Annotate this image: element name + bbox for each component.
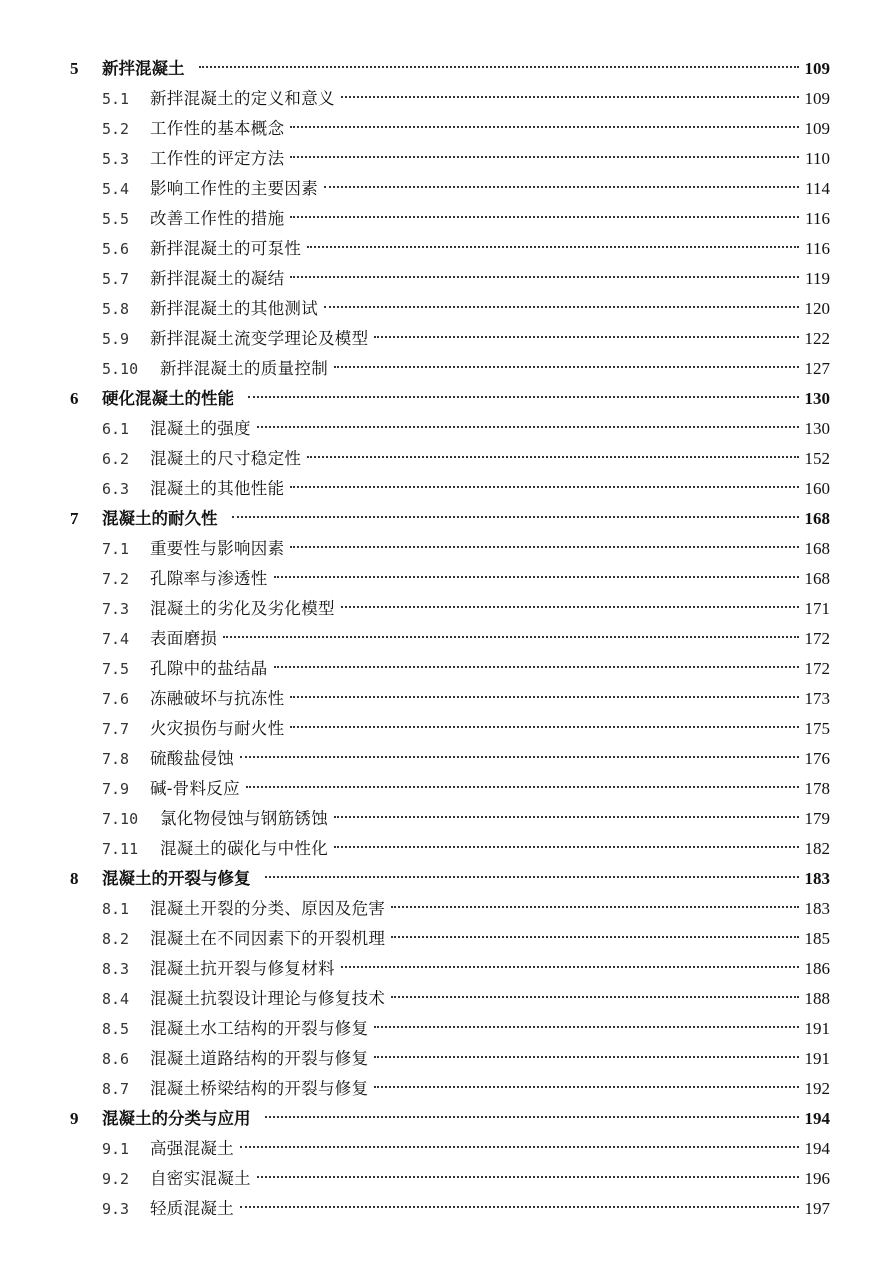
toc-entry-title: 混凝土的强度 [150, 419, 251, 438]
toc-entry-title: 改善工作性的措施 [150, 209, 285, 228]
dot-leader [341, 606, 799, 608]
dot-leader [257, 426, 799, 428]
toc-section-entry[interactable] [70, 954, 830, 984]
toc-entry-number: 5.9 [102, 330, 130, 348]
toc-entry-page-number: 152 [804, 449, 830, 468]
toc-entry-page-number: 196 [804, 1169, 830, 1188]
toc-entry-title: 硬化混凝土的性能 [102, 389, 234, 408]
toc-section-entry[interactable] [70, 444, 830, 474]
table-of-contents [70, 54, 830, 1224]
dot-leader [265, 876, 799, 878]
toc-entry-number: 9.2 [102, 1170, 130, 1188]
toc-section-entry[interactable] [70, 1014, 830, 1044]
toc-entry-title: 混凝土的碳化与中性化 [160, 839, 328, 858]
toc-section-entry[interactable] [70, 1044, 830, 1074]
toc-entry-title: 轻质混凝土 [150, 1199, 234, 1218]
toc-section-entry[interactable] [70, 474, 830, 504]
toc-entry-number: 7.10 [102, 810, 139, 828]
toc-entry-title: 混凝土的开裂与修复 [102, 869, 251, 888]
toc-section-entry[interactable] [70, 624, 830, 654]
toc-entry-title: 工作性的基本概念 [150, 119, 285, 138]
toc-entry-number: 7.9 [102, 780, 130, 798]
toc-entry-page-number: 130 [804, 419, 830, 438]
toc-entry-number: 9.3 [102, 1200, 130, 1218]
toc-entry-page-number: 176 [804, 749, 830, 768]
toc-entry-title: 新拌混凝土 [102, 59, 185, 78]
toc-section-entry[interactable] [70, 1074, 830, 1104]
toc-entry-page-number: 191 [804, 1019, 830, 1038]
dot-leader [307, 246, 799, 248]
toc-section-entry[interactable] [70, 294, 830, 324]
toc-entry-number: 8.4 [102, 990, 130, 1008]
toc-entry-title: 工作性的评定方法 [150, 149, 285, 168]
toc-entry-page-number: 119 [805, 269, 830, 288]
toc-entry-title: 影响工作性的主要因素 [150, 179, 318, 198]
dot-leader [290, 546, 798, 548]
toc-entry-title: 新拌混凝土的可泵性 [150, 239, 302, 258]
dot-leader [374, 336, 798, 338]
toc-entry-title: 混凝土的耐久性 [102, 509, 218, 528]
toc-section-entry[interactable] [70, 1164, 830, 1194]
toc-entry-page-number: 168 [804, 569, 830, 588]
toc-section-entry[interactable] [70, 834, 830, 864]
dot-leader [290, 696, 798, 698]
toc-entry-number: 5.10 [102, 360, 139, 378]
toc-entry-number: 8 [70, 869, 79, 888]
toc-section-entry[interactable] [70, 744, 830, 774]
toc-section-entry[interactable] [70, 534, 830, 564]
toc-entry-number: 5.1 [102, 90, 130, 108]
toc-entry-page-number: 179 [804, 809, 830, 828]
toc-entry-number: 7.4 [102, 630, 130, 648]
toc-entry-number: 6.1 [102, 420, 130, 438]
dot-leader [391, 936, 798, 938]
toc-entry-number: 5.5 [102, 210, 130, 228]
toc-entry-number: 7.1 [102, 540, 130, 558]
toc-entry-page-number: 114 [805, 179, 830, 198]
toc-section-entry[interactable] [70, 714, 830, 744]
toc-entry-number: 6.2 [102, 450, 130, 468]
dot-leader [341, 966, 799, 968]
toc-entry-number: 8.3 [102, 960, 130, 978]
toc-entry-page-number: 194 [804, 1109, 830, 1128]
dot-leader [374, 1056, 798, 1058]
toc-entry-title: 混凝土道路结构的开裂与修复 [150, 1049, 369, 1068]
dot-leader [374, 1026, 798, 1028]
toc-entry-title: 孔隙率与渗透性 [150, 569, 268, 588]
toc-entry-title: 氯化物侵蚀与钢筋锈蚀 [160, 809, 328, 828]
toc-entry-page-number: 127 [804, 359, 830, 378]
toc-entry-page-number: 116 [805, 209, 830, 228]
dot-leader [391, 906, 798, 908]
dot-leader [334, 816, 799, 818]
dot-leader [307, 456, 798, 458]
toc-entry-title: 表面磨损 [150, 629, 218, 648]
toc-section-entry[interactable] [70, 174, 830, 204]
toc-entry-page-number: 109 [804, 59, 830, 78]
toc-section-entry[interactable] [70, 654, 830, 684]
dot-leader [374, 1086, 798, 1088]
toc-chapter-entry[interactable] [70, 54, 830, 84]
toc-entry-number: 7.6 [102, 690, 130, 708]
toc-chapter-entry[interactable] [70, 504, 830, 534]
toc-entry-page-number: 172 [804, 629, 830, 648]
toc-entry-title: 混凝土的尺寸稳定性 [150, 449, 302, 468]
toc-section-entry[interactable] [70, 564, 830, 594]
toc-section-entry[interactable] [70, 1194, 830, 1224]
dot-leader [274, 666, 799, 668]
toc-entry-number: 6.3 [102, 480, 130, 498]
dot-leader [290, 216, 799, 218]
toc-entry-number: 7.11 [102, 840, 139, 858]
toc-entry-page-number: 168 [804, 539, 830, 558]
toc-entry-number: 7.2 [102, 570, 130, 588]
dot-leader [240, 1206, 799, 1208]
toc-entry-title: 混凝土桥梁结构的开裂与修复 [150, 1079, 369, 1098]
toc-entry-page-number: 188 [804, 989, 830, 1008]
toc-entry-title: 新拌混凝土流变学理论及模型 [150, 329, 369, 348]
toc-section-entry[interactable] [70, 774, 830, 804]
toc-section-entry[interactable] [70, 144, 830, 174]
dot-leader [290, 276, 799, 278]
toc-entry-page-number: 173 [804, 689, 830, 708]
toc-entry-page-number: 130 [804, 389, 830, 408]
toc-entry-number: 5.6 [102, 240, 130, 258]
toc-entry-page-number: 172 [804, 659, 830, 678]
toc-entry-number: 6 [70, 389, 79, 408]
toc-entry-page-number: 183 [804, 869, 830, 888]
dot-leader [274, 576, 799, 578]
toc-entry-number: 7.7 [102, 720, 130, 738]
dot-leader [341, 96, 799, 98]
toc-section-entry[interactable] [70, 804, 830, 834]
toc-section-entry[interactable] [70, 204, 830, 234]
toc-entry-title: 新拌混凝土的定义和意义 [150, 89, 335, 108]
toc-section-entry[interactable] [70, 684, 830, 714]
toc-section-entry[interactable] [70, 354, 830, 384]
toc-entry-title: 高强混凝土 [150, 1139, 234, 1158]
toc-entry-page-number: 160 [804, 479, 830, 498]
dot-leader [223, 636, 798, 638]
toc-entry-title: 混凝土开裂的分类、原因及危害 [150, 899, 386, 918]
toc-entry-title: 新拌混凝土的质量控制 [160, 359, 328, 378]
toc-entry-page-number: 194 [804, 1139, 830, 1158]
toc-entry-number: 5.8 [102, 300, 130, 318]
toc-entry-title: 混凝土抗裂设计理论与修复技术 [150, 989, 386, 1008]
dot-leader [265, 1116, 799, 1118]
dot-leader [334, 366, 799, 368]
toc-entry-page-number: 191 [804, 1049, 830, 1068]
toc-entry-title: 碱-骨料反应 [150, 779, 240, 798]
toc-entry-page-number: 197 [804, 1199, 830, 1218]
toc-entry-number: 8.7 [102, 1080, 130, 1098]
toc-entry-title: 混凝土水工结构的开裂与修复 [150, 1019, 369, 1038]
toc-entry-title: 新拌混凝土的凝结 [150, 269, 285, 288]
toc-entry-title: 自密实混凝土 [150, 1169, 251, 1188]
toc-entry-page-number: 192 [804, 1079, 830, 1098]
toc-chapter-entry[interactable] [70, 1104, 830, 1134]
toc-chapter-entry[interactable] [70, 864, 830, 894]
toc-entry-number: 5 [70, 59, 79, 78]
toc-entry-page-number: 178 [804, 779, 830, 798]
toc-section-entry[interactable] [70, 924, 830, 954]
dot-leader [199, 66, 799, 68]
toc-entry-title: 混凝土抗开裂与修复材料 [150, 959, 335, 978]
dot-leader [240, 1146, 799, 1148]
toc-chapter-entry[interactable] [70, 384, 830, 414]
toc-section-entry[interactable] [70, 1134, 830, 1164]
toc-entry-page-number: 110 [805, 149, 830, 168]
toc-entry-title: 新拌混凝土的其他测试 [150, 299, 318, 318]
toc-section-entry[interactable] [70, 594, 830, 624]
toc-entry-number: 9.1 [102, 1140, 130, 1158]
toc-section-entry[interactable] [70, 264, 830, 294]
toc-section-entry[interactable] [70, 114, 830, 144]
dot-leader [240, 756, 799, 758]
toc-entry-number: 5.4 [102, 180, 130, 198]
dot-leader [246, 786, 799, 788]
dot-leader [391, 996, 798, 998]
toc-entry-page-number: 109 [804, 119, 830, 138]
dot-leader [290, 486, 798, 488]
toc-entry-title: 重要性与影响因素 [150, 539, 285, 558]
toc-entry-page-number: 116 [805, 239, 830, 258]
toc-section-entry[interactable] [70, 984, 830, 1014]
toc-entry-page-number: 120 [804, 299, 830, 318]
toc-entry-number: 7.3 [102, 600, 130, 618]
toc-entry-title: 混凝土在不同因素下的开裂机理 [150, 929, 386, 948]
toc-entry-title: 冻融破坏与抗冻性 [150, 689, 285, 708]
toc-section-entry[interactable] [70, 324, 830, 354]
toc-entry-title: 孔隙中的盐结晶 [150, 659, 268, 678]
dot-leader [290, 726, 798, 728]
toc-entry-page-number: 122 [804, 329, 830, 348]
toc-entry-page-number: 175 [804, 719, 830, 738]
toc-entry-number: 5.2 [102, 120, 130, 138]
dot-leader [324, 186, 799, 188]
dot-leader [290, 126, 798, 128]
toc-entry-number: 7.5 [102, 660, 130, 678]
toc-entry-title: 火灾损伤与耐火性 [150, 719, 285, 738]
toc-entry-number: 8.6 [102, 1050, 130, 1068]
dot-leader [248, 396, 799, 398]
toc-entry-page-number: 171 [804, 599, 830, 618]
toc-entry-title: 混凝土的其他性能 [150, 479, 285, 498]
toc-entry-number: 7 [70, 509, 79, 528]
toc-section-entry[interactable] [70, 414, 830, 444]
toc-entry-title: 混凝土的分类与应用 [102, 1109, 251, 1128]
dot-leader [232, 516, 799, 518]
dot-leader [324, 306, 799, 308]
toc-entry-title: 硫酸盐侵蚀 [150, 749, 234, 768]
toc-entry-number: 8.2 [102, 930, 130, 948]
toc-entry-title: 混凝土的劣化及劣化模型 [150, 599, 335, 618]
toc-entry-number: 7.8 [102, 750, 130, 768]
dot-leader [290, 156, 799, 158]
toc-entry-number: 5.7 [102, 270, 130, 288]
dot-leader [257, 1176, 799, 1178]
toc-section-entry[interactable] [70, 234, 830, 264]
toc-entry-page-number: 109 [804, 89, 830, 108]
toc-entry-number: 8.5 [102, 1020, 130, 1038]
toc-entry-page-number: 168 [804, 509, 830, 528]
toc-entry-page-number: 186 [804, 959, 830, 978]
toc-entry-page-number: 185 [804, 929, 830, 948]
toc-section-entry[interactable] [70, 84, 830, 114]
toc-section-entry[interactable] [70, 894, 830, 924]
toc-entry-page-number: 182 [804, 839, 830, 858]
toc-entry-page-number: 183 [804, 899, 830, 918]
toc-entry-number: 8.1 [102, 900, 130, 918]
dot-leader [334, 846, 799, 848]
toc-entry-number: 9 [70, 1109, 79, 1128]
toc-entry-number: 5.3 [102, 150, 130, 168]
